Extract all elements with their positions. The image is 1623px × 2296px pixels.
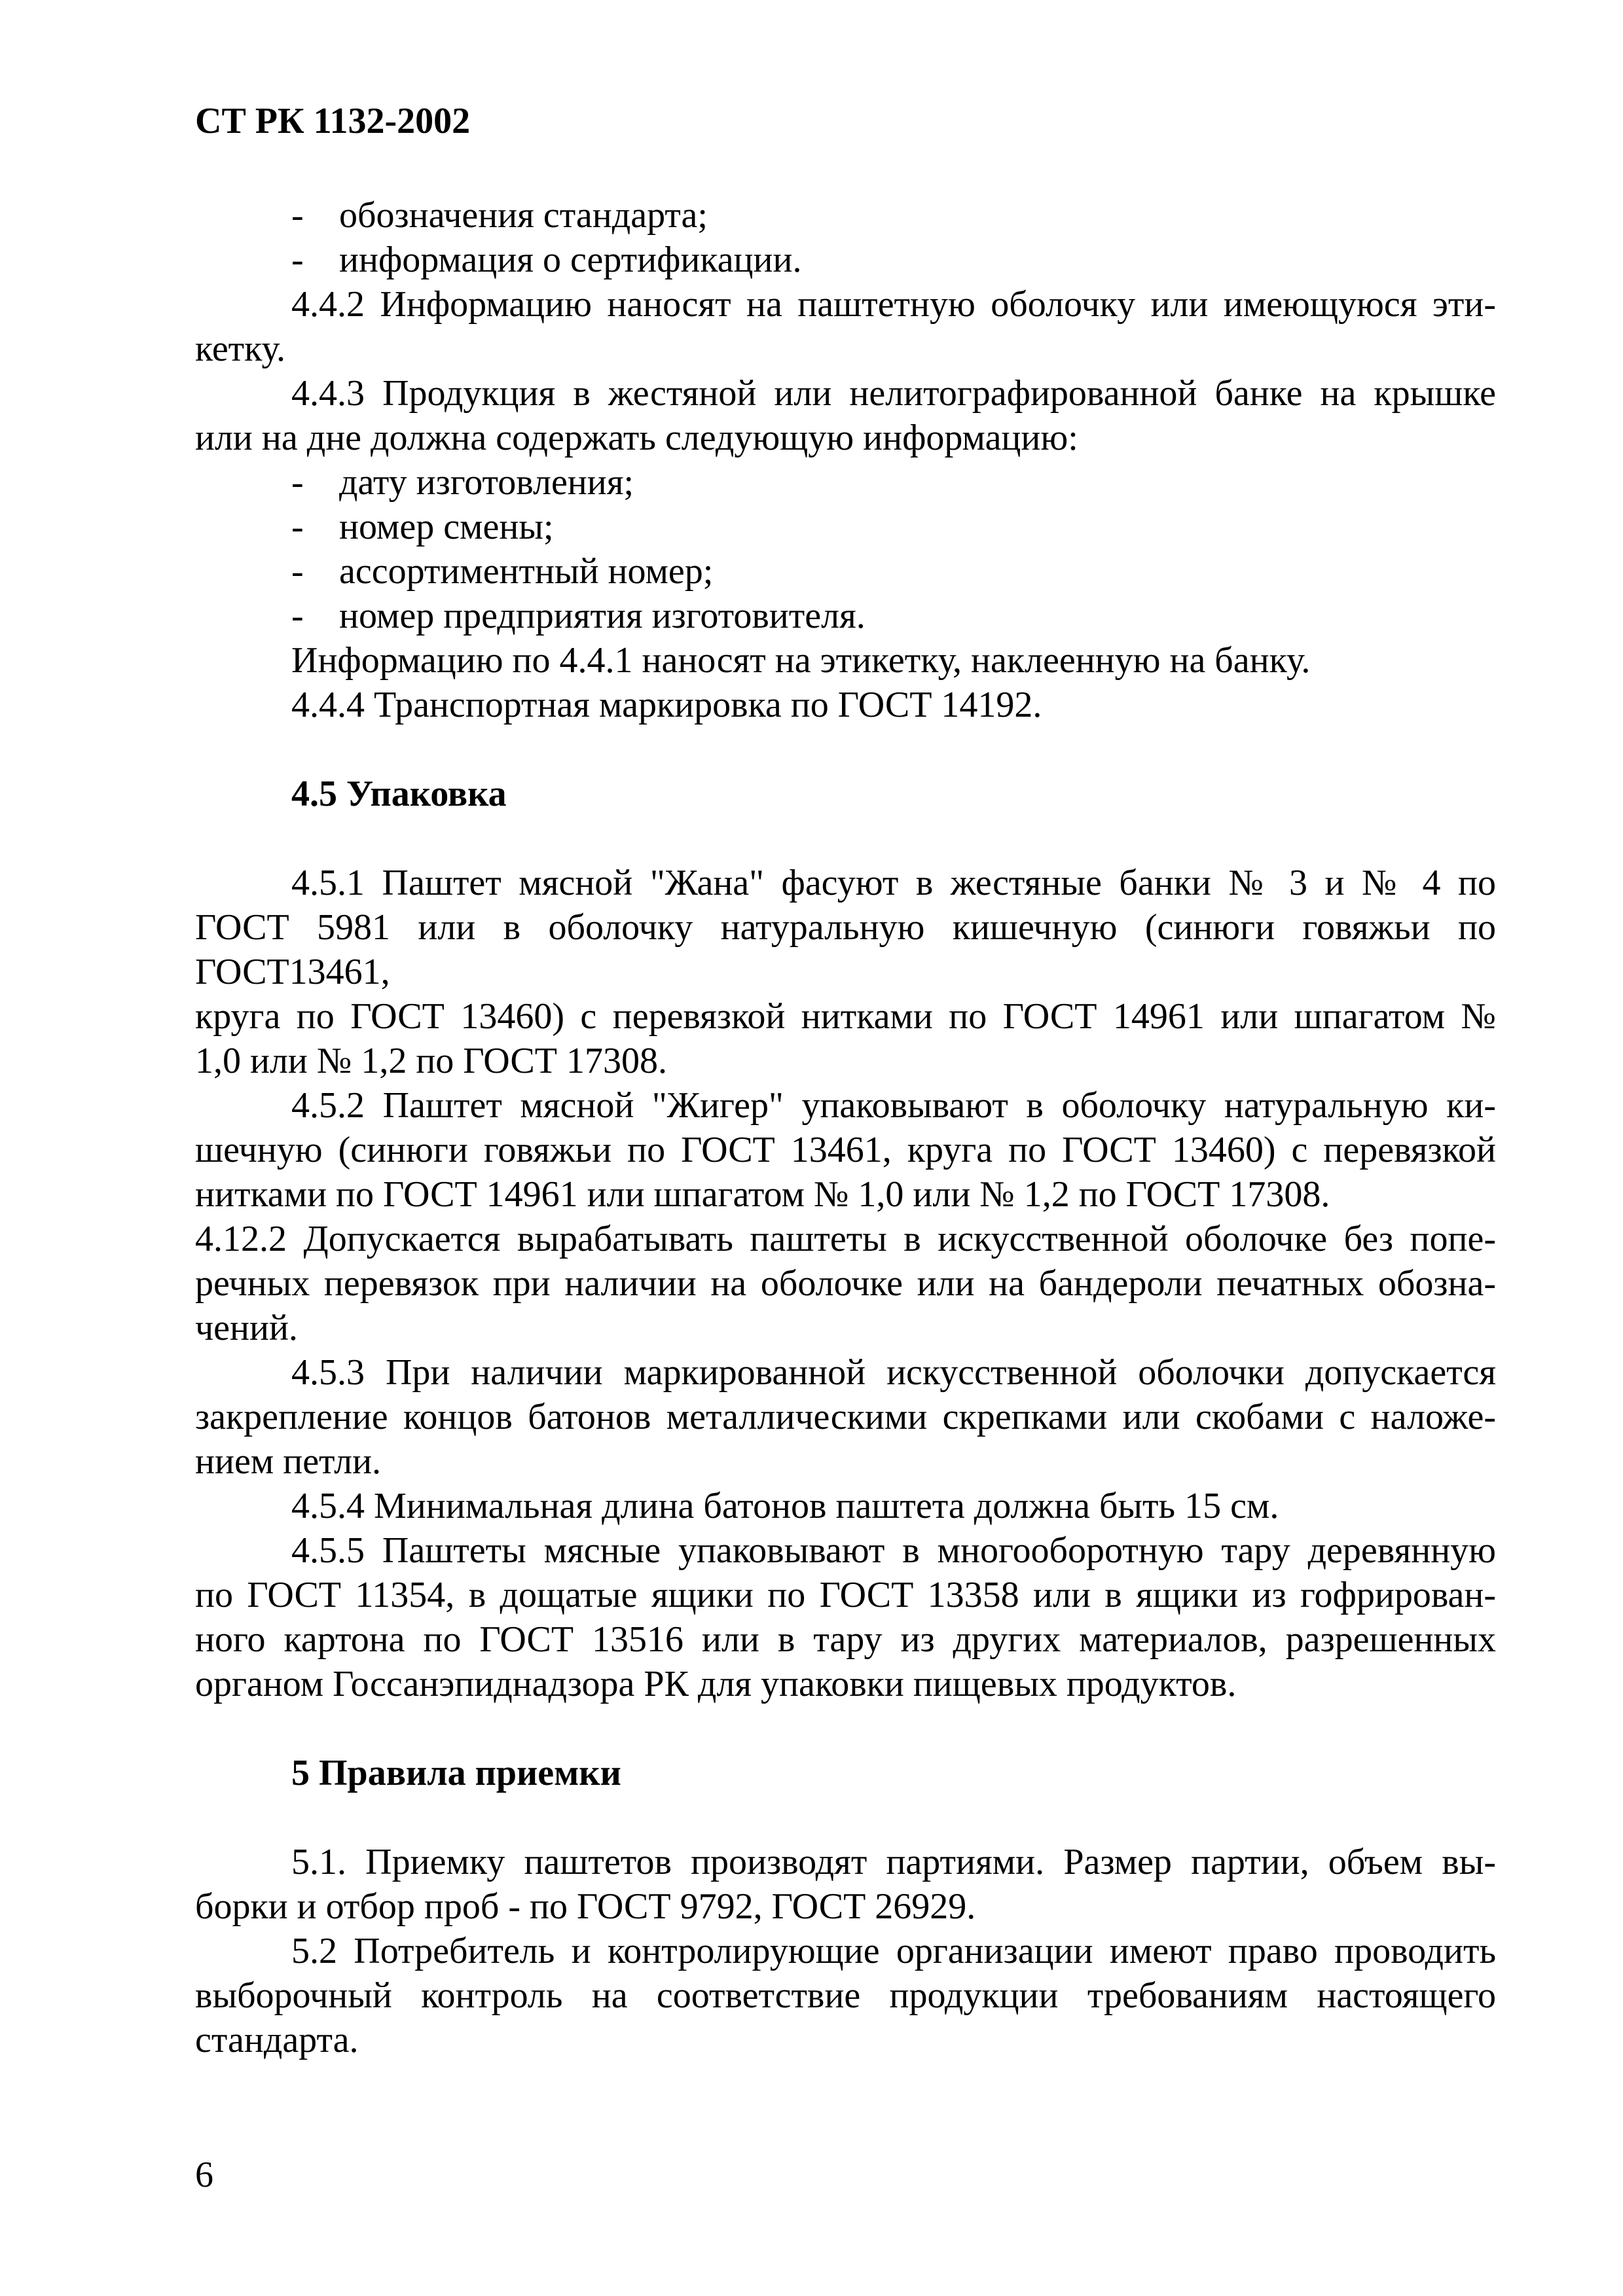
paragraph-line: шечную (синюги говяжьи по ГОСТ 13461, круга по ГОСТ 13460) с перевязкой — [195, 1130, 1496, 1170]
paragraph-line: речных перевязок при наличии на оболочке или на бандероли печатных обозна- — [195, 1263, 1496, 1304]
paragraph-line: стандарта. — [195, 2020, 359, 2060]
list-dash: - — [291, 240, 304, 280]
paragraph-line: 5.1. Приемку паштетов производят партиями. Размер партии, объем вы- — [291, 1842, 1496, 1882]
list-dash: - — [291, 596, 304, 636]
paragraph-line: кетку. — [195, 329, 285, 369]
list-item: номер предприятия изготовителя. — [339, 596, 866, 636]
paragraph-line: по ГОСТ 11354, в дощатые ящики по ГОСТ 13358 или в ящики из гофрирован- — [195, 1575, 1496, 1615]
paragraph-line: 4.5.2 Паштет мясной "Жигер" упаковывают в оболочку натуральную ки- — [291, 1085, 1496, 1126]
section-heading: 4.5 Упаковка — [291, 774, 507, 814]
paragraph-line: или на дне должна содержать следующую информацию: — [195, 418, 1078, 458]
paragraph-line: Информацию по 4.4.1 наносят на этикетку, наклеенную на банку. — [291, 640, 1311, 681]
paragraph-line: 4.4.2 Информацию наносят на паштетную оболочку или имеющуюся эти- — [291, 284, 1496, 325]
list-dash: - — [291, 195, 304, 236]
list-dash: - — [291, 507, 304, 547]
paragraph-line: ГОСТ 5981 или в оболочку натуральную кишечную (синюги говяжьи по — [195, 907, 1496, 948]
paragraph-line: круга по ГОСТ 13460) с перевязкой нитками по ГОСТ 14961 или шпагатом № — [195, 996, 1496, 1037]
paragraph-line: органом Госсанэпиднадзора РК для упаковки пищевых продуктов. — [195, 1664, 1237, 1704]
paragraph-line: 4.4.4 Транспортная маркировка по ГОСТ 14192. — [291, 685, 1042, 725]
list-item: информация о сертификации. — [339, 240, 802, 280]
paragraph-line: закрепление концов батонов металлическими скрепками или скобами с наложе- — [195, 1397, 1496, 1437]
paragraph-line: борки и отбор проб - по ГОСТ 9792, ГОСТ 26929. — [195, 1886, 976, 1927]
standard-code-header: СТ РК 1132-2002 — [195, 101, 471, 141]
paragraph-line: 1,0 или № 1,2 по ГОСТ 17308. — [195, 1041, 667, 1081]
paragraph-line: ГОСТ13461, — [195, 952, 390, 992]
list-item: дату изготовления; — [339, 462, 634, 503]
paragraph-line: 5.2 Потребитель и контролирующие организации имеют право проводить — [291, 1931, 1496, 1971]
paragraph-line: 4.4.3 Продукция в жестяной или нелитографированной банке на крышке — [291, 373, 1496, 414]
list-dash: - — [291, 462, 304, 503]
list-dash: - — [291, 551, 304, 592]
paragraph-line: выборочный контроль на соответствие продукции требованиям настоящего — [195, 1975, 1496, 2016]
paragraph-line: 4.12.2 Допускается вырабатывать паштеты в искусственной оболочке без попе- — [195, 1219, 1496, 1259]
paragraph-line: ного картона по ГОСТ 13516 или в тару из других материалов, разрешенных — [195, 1619, 1496, 1660]
list-item: обозначения стандарта; — [339, 195, 708, 236]
list-item: ассортиментный номер; — [339, 551, 714, 592]
list-item: номер смены; — [339, 507, 554, 547]
paragraph-line: нием петли. — [195, 1441, 382, 1482]
paragraph-line: 4.5.3 При наличии маркированной искусственной оболочки допускается — [291, 1352, 1496, 1393]
paragraph-line: 4.5.5 Паштеты мясные упаковывают в многооборотную тару деревянную — [291, 1530, 1496, 1571]
paragraph-line: 4.5.1 Паштет мясной "Жана" фасуют в жестяные банки № 3 и № 4 по — [291, 863, 1496, 903]
paragraph-line: нитками по ГОСТ 14961 или шпагатом № 1,0 или № 1,2 по ГОСТ 17308. — [195, 1174, 1330, 1215]
paragraph-line: чений. — [195, 1308, 298, 1348]
paragraph-line: 4.5.4 Минимальная длина батонов паштета должна быть 15 см. — [291, 1486, 1279, 1526]
page-number: 6 — [195, 2155, 213, 2195]
section-heading: 5 Правила приемки — [291, 1753, 621, 1793]
